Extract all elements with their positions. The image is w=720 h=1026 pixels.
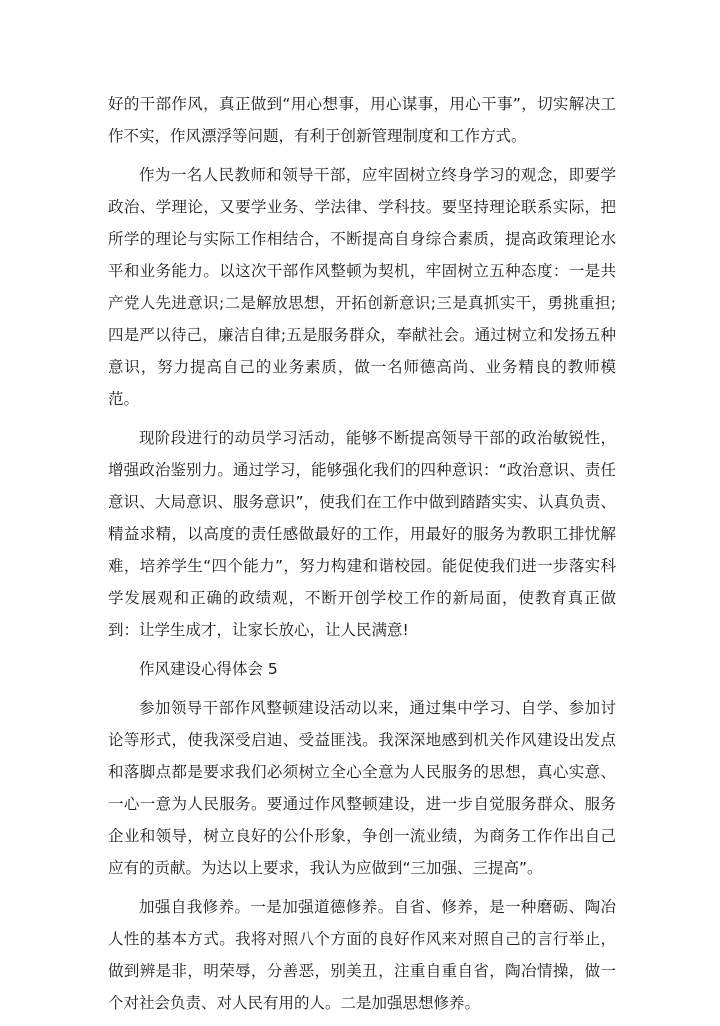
paragraph-5: 加强自我修养。一是加强道德修养。自省、修养，是一种磨砺、陶冶人性的基本方式。我将对照八个方面的良好作风来对照自己的言行举止，做到辨是非，明荣辱，分善恶，别美丑，注重自重自省，陶冶情操，做一个对社会负责、对人民有用的人。二是加强思想修养。 (108, 898, 616, 1012)
document-body (108, 88, 616, 1026)
paragraph-2: 作为一名人民教师和领导干部，应牢固树立终身学习的观念，即要学政治、学理论，又要学业务、学法律、学科技。要坚持理论联系实际，把所学的理论与实际工作相结合，不断提高自身综合素质，提高政策理论水平和业务能力。以这次干部作风整顿为契机，牢固树立五种态度：一是共产党人先进意识;二是解放思想，开拓创新意识;三是真抓实干，勇挑重担;四是严以待己，廉洁自律;五是服务群众，奉献社会。通过树立和发扬五种意识，努力提高自己的业务素质，做一名师德高尚、业务精良的教师模范。 (108, 166, 616, 408)
paragraph-4: 参加领导干部作风整顿建设活动以来，通过集中学习、自学、参加讨论等形式，使我深受启迪、受益匪浅。我深深地感到机关作风建设出发点和落脚点都是要求我们必须树立全心全意为人民服务的思想，真心实意、一心一意为人民服务。要通过作风整顿建设，进一步自觉服务群众、服务企业和领导，树立良好的公仆形象，争创一流业绩，为商务工作作出自己应有的贡献。为达以上要求，我认为应做到“三加强、三提高”。 (108, 699, 616, 877)
section-heading: 作风建设心得体会 5 (139, 660, 278, 678)
paragraph-1: 好的干部作风，真正做到“用心想事，用心谋事，用心干事”，切实解决工作不实，作风漂浮等问题，有利于创新管理制度和工作方式。 (108, 95, 616, 145)
paragraph-3: 现阶段进行的动员学习活动，能够不断提高领导干部的政治敏锐性，增强政治鉴别力。通过学习，能够强化我们的四种意识：“政治意识、责任意识、大局意识、服务意识”，使我们在工作中做到踏踏实实、认真负责、精益求精，以高度的责任感做最好的工作，用最好的服务为教职工排忧解难，培养学生“四个能力”，努力构建和谐校园。能促使我们进一步落实科学发展观和正确的政绩观，不断开创学校工作的新局面，使教育真正做到：让学生成才，让家长放心，让人民满意! (108, 429, 616, 639)
